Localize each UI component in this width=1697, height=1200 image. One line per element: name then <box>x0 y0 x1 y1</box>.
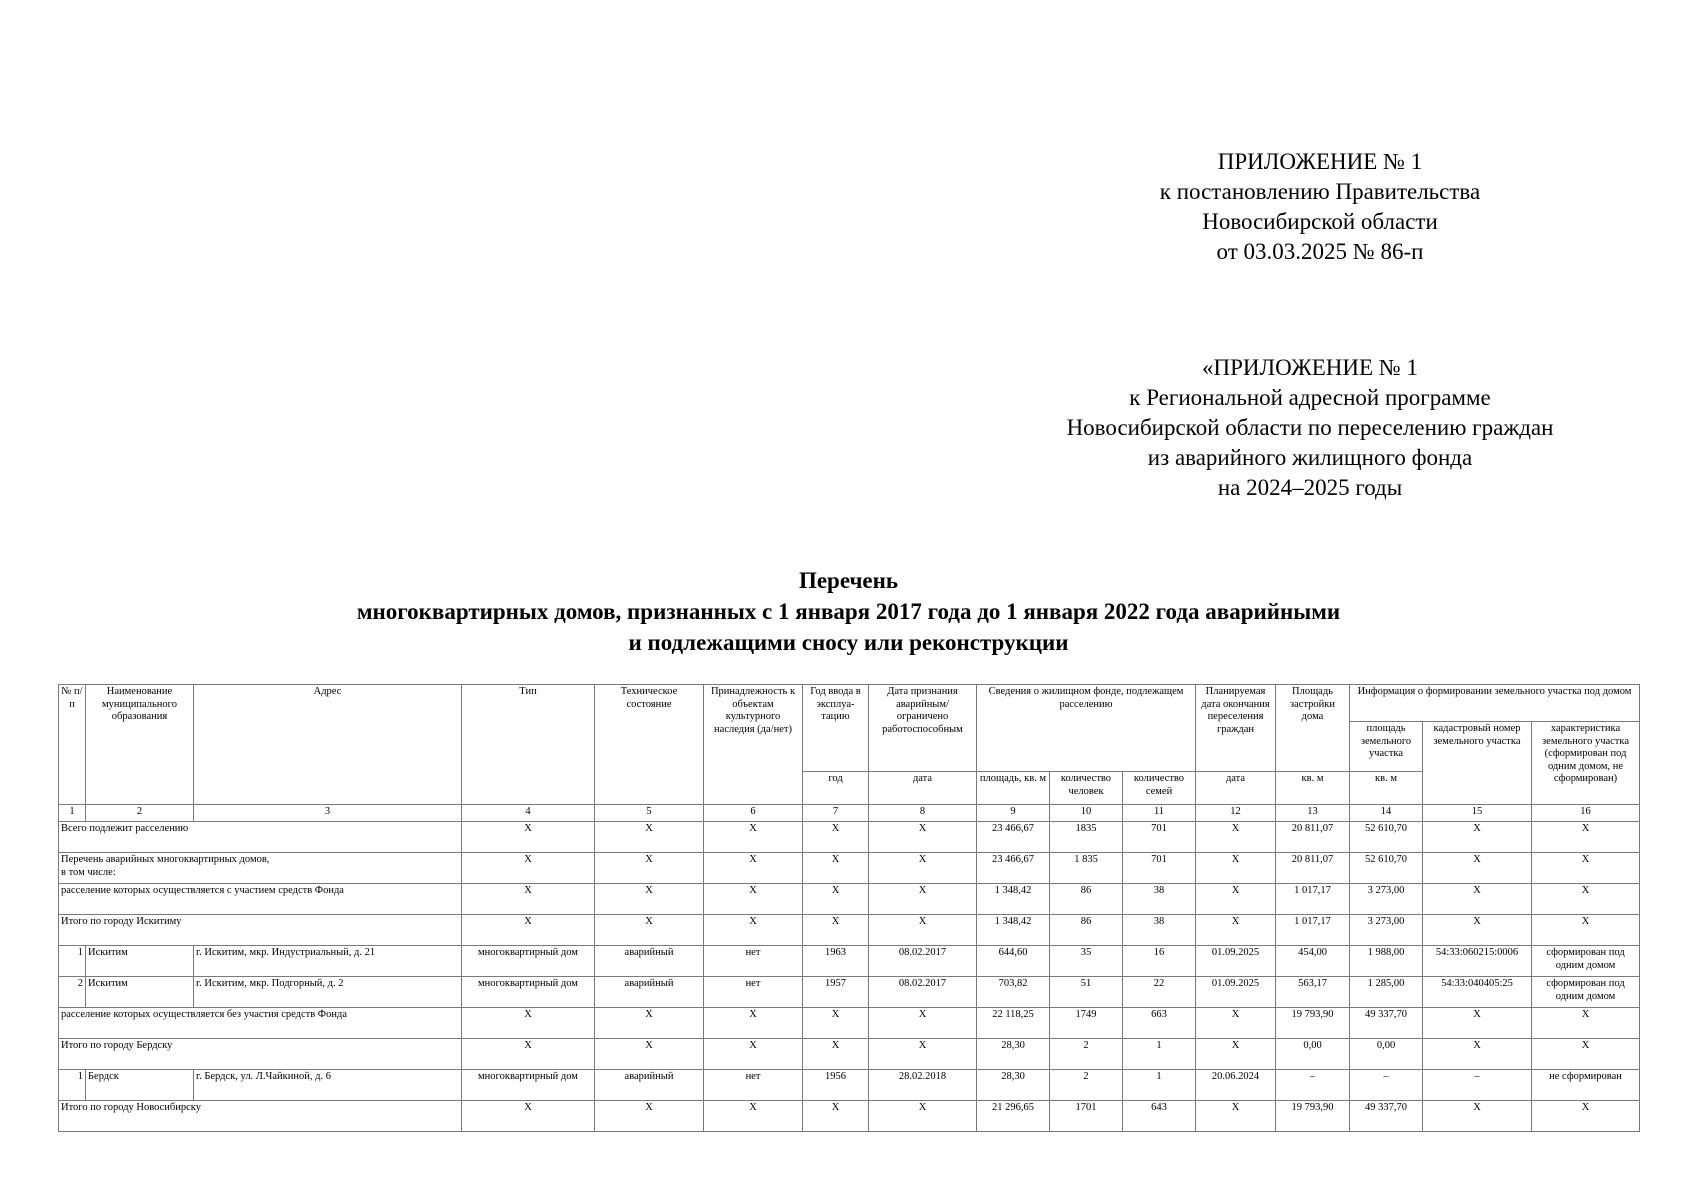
cell: Х <box>1532 1039 1640 1070</box>
row-label: Итого по городу Новосибирску <box>59 1101 462 1132</box>
row-label: расселение которых осуществляется без участия средств Фонда <box>59 1008 462 1039</box>
cell: Х <box>1532 915 1640 946</box>
cell: Х <box>1196 822 1276 853</box>
cell: Х <box>704 1101 803 1132</box>
header-cell: Дата признания аварийным/ ограничено работоспособным <box>869 685 977 772</box>
cell: 22 118,25 <box>977 1008 1050 1039</box>
col-number: 16 <box>1532 805 1640 822</box>
header-cell: кадастровый номер земельного участка <box>1423 722 1532 805</box>
appendix-header-line: Новосибирской области <box>1202 209 1438 234</box>
header-cell: Информация о формировании земельного участка под домом <box>1350 685 1640 722</box>
cell: Х <box>462 853 595 884</box>
cell: 1 835 <box>1050 853 1123 884</box>
cell: – <box>1350 1070 1423 1101</box>
row-label: Итого по городу Бердску <box>59 1039 462 1070</box>
cell: – <box>1276 1070 1350 1101</box>
cell: Х <box>869 1101 977 1132</box>
col-number: 9 <box>977 805 1050 822</box>
cell: Х <box>704 915 803 946</box>
title-line: многоквартирных домов, признанных с 1 января 2017 года до 1 января 2022 года аварийными <box>356 599 1341 624</box>
header-cell: Наименование муниципального образования <box>86 685 194 805</box>
cell: многоквартирный дом <box>462 1070 595 1101</box>
header-row <box>59 685 1640 722</box>
summary-row-with-fund <box>59 884 1640 915</box>
cell: Х <box>803 915 869 946</box>
cell: 22 <box>1123 977 1196 1008</box>
table-row <box>59 946 1640 977</box>
cell: Х <box>869 822 977 853</box>
cell: Х <box>595 822 704 853</box>
col-number: 7 <box>803 805 869 822</box>
cell: 1 017,17 <box>1276 884 1350 915</box>
cell: Х <box>595 1101 704 1132</box>
document-title <box>100 565 1597 658</box>
cell: Х <box>704 1008 803 1039</box>
appendix-header-line: от 03.03.2025 № 86-п <box>1216 239 1424 264</box>
cell: 1 348,42 <box>977 884 1050 915</box>
cell: Искитим <box>86 977 194 1008</box>
col-number: 11 <box>1123 805 1196 822</box>
summary-row-novosibirsk <box>59 1101 1640 1132</box>
cell: Х <box>704 1039 803 1070</box>
col-number: 10 <box>1050 805 1123 822</box>
program-header-line: на 2024–2025 годы <box>1217 475 1403 500</box>
col-number: 1 <box>59 805 86 822</box>
unit-cell: кв. м <box>1276 772 1350 805</box>
cell: 1 017,17 <box>1276 915 1350 946</box>
cell: Х <box>1196 1101 1276 1132</box>
column-number-row <box>59 805 1640 822</box>
cell: 663 <box>1123 1008 1196 1039</box>
cell: 1 348,42 <box>977 915 1050 946</box>
cell: Х <box>704 884 803 915</box>
cell: 19 793,90 <box>1276 1008 1350 1039</box>
cell: 23 466,67 <box>977 822 1050 853</box>
cell: Х <box>1196 915 1276 946</box>
cell: 23 466,67 <box>977 853 1050 884</box>
cell: Х <box>462 1039 595 1070</box>
cell: Х <box>704 822 803 853</box>
unit-cell: дата <box>1196 772 1276 805</box>
summary-row-list <box>59 853 1640 884</box>
cell: 3 273,00 <box>1350 915 1423 946</box>
cell: 38 <box>1123 884 1196 915</box>
program-header-line: «ПРИЛОЖЕНИЕ № 1 <box>1201 355 1419 380</box>
cell: 3 273,00 <box>1350 884 1423 915</box>
header-cell: Планируемая дата окончания переселения граждан <box>1196 685 1276 772</box>
header-cell: Сведения о жилищном фонде, подлежащем расселению <box>977 685 1196 772</box>
cell: Х <box>462 1008 595 1039</box>
cell: многоквартирный дом <box>462 946 595 977</box>
cell: аварийный <box>595 1070 704 1101</box>
cell: Х <box>1423 822 1532 853</box>
cell: нет <box>704 946 803 977</box>
cell: 1749 <box>1050 1008 1123 1039</box>
cell: Х <box>1532 884 1640 915</box>
cell: 52 610,70 <box>1350 822 1423 853</box>
header-cell: Принадлежность к объектам культурного наследия (да/нет) <box>704 685 803 805</box>
col-number: 8 <box>869 805 977 822</box>
header-cell: № п/п <box>59 685 86 805</box>
program-header-line: из аварийного жилищного фонда <box>1147 445 1473 470</box>
col-number: 2 <box>86 805 194 822</box>
unit-cell: количество семей <box>1123 772 1196 805</box>
cell: 20 811,07 <box>1276 822 1350 853</box>
cell: Х <box>1196 1008 1276 1039</box>
unit-cell: площадь, кв. м <box>977 772 1050 805</box>
cell: г. Бердск, ул. Л.Чайкиной, д. 6 <box>194 1070 462 1101</box>
cell: Х <box>595 884 704 915</box>
cell: 1957 <box>803 977 869 1008</box>
cell: г. Искитим, мкр. Подгорный, д. 2 <box>194 977 462 1008</box>
header-cell: Тип <box>462 685 595 805</box>
cell: Х <box>462 884 595 915</box>
cell: сформирован под одним домом <box>1532 977 1640 1008</box>
cell: аварийный <box>595 946 704 977</box>
cell: 51 <box>1050 977 1123 1008</box>
cell: 16 <box>1123 946 1196 977</box>
col-number: 6 <box>704 805 803 822</box>
cell: 20.06.2024 <box>1196 1070 1276 1101</box>
cell: Х <box>595 853 704 884</box>
cell: 49 337,70 <box>1350 1008 1423 1039</box>
cell: 52 610,70 <box>1350 853 1423 884</box>
cell: 01.09.2025 <box>1196 977 1276 1008</box>
cell: 701 <box>1123 853 1196 884</box>
cell: Х <box>1196 1039 1276 1070</box>
cell: нет <box>704 977 803 1008</box>
col-number: 14 <box>1350 805 1423 822</box>
cell: 86 <box>1050 915 1123 946</box>
cell: Х <box>1532 853 1640 884</box>
cell: г. Искитим, мкр. Индустриальный, д. 21 <box>194 946 462 977</box>
title-line: Перечень <box>798 568 899 593</box>
unit-cell: кв. м <box>1350 772 1423 805</box>
cell: Х <box>462 915 595 946</box>
row-label: Всего подлежит расселению <box>59 822 462 853</box>
cell: Х <box>1423 853 1532 884</box>
col-number: 3 <box>194 805 462 822</box>
cell: Х <box>1423 1101 1532 1132</box>
row-label <box>59 853 462 884</box>
unit-cell: количество человек <box>1050 772 1123 805</box>
cell: сформирован под одним домом <box>1532 946 1640 977</box>
cell: Х <box>462 822 595 853</box>
summary-row-berdsk <box>59 1039 1640 1070</box>
cell: 49 337,70 <box>1350 1101 1423 1132</box>
cell: Х <box>803 853 869 884</box>
program-header <box>1020 353 1600 503</box>
cell: Х <box>1532 1008 1640 1039</box>
header-cell: Техническое состояние <box>595 685 704 805</box>
cell: Х <box>704 853 803 884</box>
cell: 0,00 <box>1276 1039 1350 1070</box>
cell: 21 296,65 <box>977 1101 1050 1132</box>
cell: Х <box>803 884 869 915</box>
cell: 2 <box>1050 1039 1123 1070</box>
header-cell: Площадь застройки дома <box>1276 685 1350 772</box>
table-row <box>59 977 1640 1008</box>
cell: 08.02.2017 <box>869 977 977 1008</box>
housing-register-table <box>58 684 1640 1132</box>
cell: Х <box>803 1101 869 1132</box>
appendix-header-line: ПРИЛОЖЕНИЕ № 1 <box>1217 149 1423 174</box>
cell: Искитим <box>86 946 194 977</box>
cell: Х <box>869 884 977 915</box>
cell: Х <box>869 1008 977 1039</box>
cell: 1 <box>1123 1070 1196 1101</box>
cell: не сформирован <box>1532 1070 1640 1101</box>
col-number: 4 <box>462 805 595 822</box>
cell: 54:33:060215:0006 <box>1423 946 1532 977</box>
cell: Х <box>869 853 977 884</box>
cell: Х <box>869 1039 977 1070</box>
cell: Х <box>803 822 869 853</box>
cell: Х <box>595 1039 704 1070</box>
cell: 28.02.2018 <box>869 1070 977 1101</box>
cell: 1 988,00 <box>1350 946 1423 977</box>
cell: Х <box>1423 884 1532 915</box>
cell: 01.09.2025 <box>1196 946 1276 977</box>
cell: 1 <box>59 1070 86 1101</box>
header-cell: Год ввода в эксплуа-тацию <box>803 685 869 772</box>
cell: Х <box>803 1039 869 1070</box>
summary-row-without-fund <box>59 1008 1640 1039</box>
cell: 1 <box>59 946 86 977</box>
cell: Х <box>1196 853 1276 884</box>
cell: 2 <box>1050 1070 1123 1101</box>
cell: – <box>1423 1070 1532 1101</box>
col-number: 12 <box>1196 805 1276 822</box>
cell: 644,60 <box>977 946 1050 977</box>
cell: 1956 <box>803 1070 869 1101</box>
col-number: 5 <box>595 805 704 822</box>
header-cell: Адрес <box>194 685 462 805</box>
cell: Бердск <box>86 1070 194 1101</box>
appendix-header <box>1110 147 1530 267</box>
cell: 1 <box>1123 1039 1196 1070</box>
unit-cell: год <box>803 772 869 805</box>
cell: 1835 <box>1050 822 1123 853</box>
cell: Х <box>595 915 704 946</box>
cell: Х <box>803 1008 869 1039</box>
cell: 2 <box>59 977 86 1008</box>
header-cell: характеристика земельного участка (сформирован под одним домом, не сформирован) <box>1532 722 1640 805</box>
cell: 19 793,90 <box>1276 1101 1350 1132</box>
table-row <box>59 1070 1640 1101</box>
cell: аварийный <box>595 977 704 1008</box>
cell: 0,00 <box>1350 1039 1423 1070</box>
row-label-line: Перечень аварийных многоквартирных домов, <box>61 854 270 865</box>
row-label: расселение которых осуществляется с участием средств Фонда <box>59 884 462 915</box>
header-cell: площадь земельного участка <box>1350 722 1423 772</box>
row-label: Итого по городу Искитиму <box>59 915 462 946</box>
cell: 454,00 <box>1276 946 1350 977</box>
unit-cell: дата <box>869 772 977 805</box>
cell: 54:33:040405:25 <box>1423 977 1532 1008</box>
cell: 1963 <box>803 946 869 977</box>
cell: 701 <box>1123 822 1196 853</box>
cell: 1 285,00 <box>1350 977 1423 1008</box>
summary-row-total <box>59 822 1640 853</box>
cell: Х <box>1196 884 1276 915</box>
cell: 1701 <box>1050 1101 1123 1132</box>
title-line: и подлежащими сносу или реконструкции <box>628 630 1069 655</box>
summary-row-iskitim <box>59 915 1640 946</box>
cell: нет <box>704 1070 803 1101</box>
cell: 35 <box>1050 946 1123 977</box>
col-number: 13 <box>1276 805 1350 822</box>
cell: 08.02.2017 <box>869 946 977 977</box>
cell: Х <box>1532 1101 1640 1132</box>
cell: 563,17 <box>1276 977 1350 1008</box>
cell: Х <box>869 915 977 946</box>
cell: Х <box>1423 1039 1532 1070</box>
row-label-line: в том числе: <box>61 866 116 878</box>
cell: 643 <box>1123 1101 1196 1132</box>
appendix-header-line: к постановлению Правительства <box>1159 179 1481 204</box>
cell: многоквартирный дом <box>462 977 595 1008</box>
cell: Х <box>595 1008 704 1039</box>
cell: 28,30 <box>977 1070 1050 1101</box>
cell: 38 <box>1123 915 1196 946</box>
cell: Х <box>1423 915 1532 946</box>
col-number: 15 <box>1423 805 1532 822</box>
cell: 20 811,07 <box>1276 853 1350 884</box>
cell: 86 <box>1050 884 1123 915</box>
program-header-line: Новосибирской области по переселению граждан <box>1066 415 1554 440</box>
cell: Х <box>1423 1008 1532 1039</box>
cell: 28,30 <box>977 1039 1050 1070</box>
cell: 703,82 <box>977 977 1050 1008</box>
program-header-line: к Региональной адресной программе <box>1129 385 1491 410</box>
cell: Х <box>1532 822 1640 853</box>
cell: Х <box>462 1101 595 1132</box>
